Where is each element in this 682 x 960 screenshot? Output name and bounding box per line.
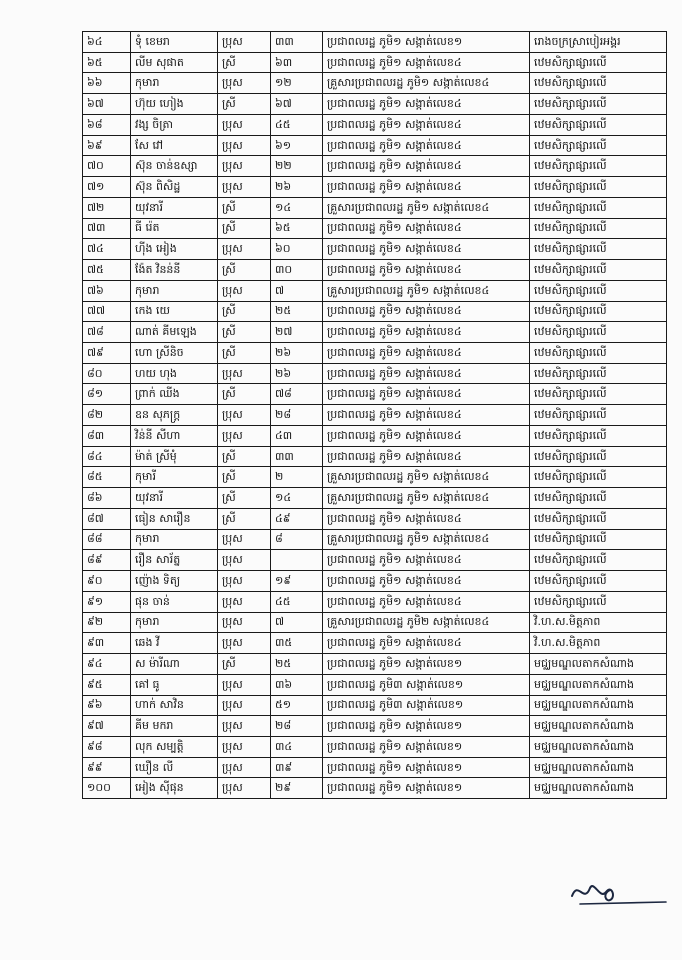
row-number: ៨៣ <box>83 425 131 446</box>
table-row <box>83 239 667 260</box>
row-number: ៩១ <box>83 591 131 612</box>
row-number: ៧៣ <box>83 218 131 239</box>
row-place: ឋេមសិក្សាផ្សារលើ <box>530 508 667 529</box>
row-sex: ប្រុស <box>218 550 271 571</box>
row-sex: ស្រី <box>218 343 271 364</box>
row-number: ៨៧ <box>83 508 131 529</box>
row-name: ឆេង វី <box>131 633 218 654</box>
table-row <box>83 654 667 675</box>
row-place: មជ្ឈមណ្ឌលតាកសំណាង <box>530 654 667 675</box>
row-age: ៨ <box>271 529 323 550</box>
row-place: ឋេមសិក្សាផ្សារលើ <box>530 550 667 571</box>
row-address: ប្រជាពលរដ្ឋ ភូមិ១ សង្កាត់លេខ៤ <box>323 343 530 364</box>
row-number: ៨៦ <box>83 488 131 509</box>
row-number: ៦៨ <box>83 114 131 135</box>
row-name: ស ម៉ារីណា <box>131 654 218 675</box>
row-name: ស៊ុន ចាន់ឧស្សា <box>131 156 218 177</box>
row-name: ម៉ាត់ ស្រីមុំ <box>131 446 218 467</box>
row-number: ៧៦ <box>83 280 131 301</box>
row-sex: ប្រុស <box>218 425 271 446</box>
row-address: ប្រជាពលរដ្ឋ ភូមិ៣ សង្កាត់លេខ១ <box>323 674 530 695</box>
row-age: ៦៣ <box>271 52 323 73</box>
table-row <box>83 114 667 135</box>
row-place: ឋេមសិក្សាផ្សារលើ <box>530 363 667 384</box>
row-age: ៣៥ <box>271 633 323 654</box>
table-row <box>83 280 667 301</box>
table-row <box>83 94 667 115</box>
row-name: ង៉ែត វិនន់នី <box>131 260 218 281</box>
row-place: ឋេមសិក្សាផ្សារលើ <box>530 114 667 135</box>
row-name: កុមារា <box>131 612 218 633</box>
row-name: ហ៊ីង អៀង <box>131 239 218 260</box>
row-sex: ប្រុស <box>218 239 271 260</box>
row-place: មជ្ឈមណ្ឌលតាកសំណាង <box>530 695 667 716</box>
row-age: ៦៧ <box>271 94 323 115</box>
row-name: គៅ ធូ <box>131 674 218 695</box>
row-address: ប្រជាពលរដ្ឋ ភូមិ១ សង្កាត់លេខ៤ <box>323 384 530 405</box>
row-address: ប្រជាពលរដ្ឋ ភូមិ១ សង្កាត់លេខ៤ <box>323 239 530 260</box>
row-address: ប្រជាពលរដ្ឋ ភូមិ១ សង្កាត់លេខ៤ <box>323 218 530 239</box>
row-sex: ស្រី <box>218 197 271 218</box>
row-place: ឋេមសិក្សាផ្សារលើ <box>530 384 667 405</box>
row-number: ៦៥ <box>83 52 131 73</box>
row-address: ប្រជាពលរដ្ឋ ភូមិ១ សង្កាត់លេខ៤ <box>323 571 530 592</box>
row-sex: ប្រុស <box>218 529 271 550</box>
row-name: ណាត់ គីមឡេង <box>131 322 218 343</box>
row-number: ៩៥ <box>83 674 131 695</box>
row-age: ២៩ <box>271 778 323 799</box>
table-row <box>83 343 667 364</box>
row-name: វង្ស ចិត្រា <box>131 114 218 135</box>
row-place: ឋេមសិក្សាផ្សារលើ <box>530 280 667 301</box>
row-number: ៧៤ <box>83 239 131 260</box>
row-age: ៧ <box>271 280 323 301</box>
row-sex: ប្រុស <box>218 778 271 799</box>
table-row <box>83 529 667 550</box>
table-row <box>83 32 667 53</box>
row-number: ៩៤ <box>83 654 131 675</box>
row-name: កុមារី <box>131 467 218 488</box>
table-row <box>83 633 667 654</box>
row-address: ប្រជាពលរដ្ឋ ភូមិ១ សង្កាត់លេខ៤ <box>323 446 530 467</box>
row-age <box>271 550 323 571</box>
row-number: ១០០ <box>83 778 131 799</box>
row-address: គ្រួសារប្រជាពលរដ្ឋ ភូមិ១ សង្កាត់លេខ៤ <box>323 280 530 301</box>
table-row <box>83 778 667 799</box>
row-name: លុក សម្បត្តិ <box>131 736 218 757</box>
row-address: ប្រជាពលរដ្ឋ ភូមិ១ សង្កាត់លេខ១ <box>323 778 530 799</box>
row-place: វិ.ហ.ស.មិត្តភាព <box>530 612 667 633</box>
row-sex: ប្រុស <box>218 280 271 301</box>
row-number: ៦៤ <box>83 32 131 53</box>
table-row <box>83 218 667 239</box>
row-name: ឧន សុភក្រ្ត <box>131 405 218 426</box>
row-name: សែ វៅ <box>131 135 218 156</box>
row-name: ទុំ ខេមរា <box>131 32 218 53</box>
row-age: ២៥ <box>271 654 323 675</box>
row-sex: ស្រី <box>218 488 271 509</box>
row-address: គ្រួសារប្រជាពលរដ្ឋ ភូមិ២ សង្កាត់លេខ៤ <box>323 612 530 633</box>
row-name: កុមារា <box>131 529 218 550</box>
row-place: ឋេមសិក្សាផ្សារលើ <box>530 425 667 446</box>
row-address: ប្រជាពលរដ្ឋ ភូមិ៣ សង្កាត់លេខ១ <box>323 695 530 716</box>
table-row <box>83 425 667 446</box>
row-age: ២៥ <box>271 301 323 322</box>
table-row <box>83 736 667 757</box>
row-number: ៨០ <box>83 363 131 384</box>
row-number: ៧៨ <box>83 322 131 343</box>
row-sex: ប្រុស <box>218 177 271 198</box>
row-age: ២៨ <box>271 716 323 737</box>
row-number: ៧២ <box>83 197 131 218</box>
row-place: ឋេមសិក្សាផ្សារលើ <box>530 260 667 281</box>
row-number: ៧៧ <box>83 301 131 322</box>
row-place: ឋេមសិក្សាផ្សារលើ <box>530 301 667 322</box>
row-age: ៦០ <box>271 239 323 260</box>
row-age: ៤៩ <box>271 508 323 529</box>
row-sex: ស្រី <box>218 384 271 405</box>
row-number: ៨២ <box>83 405 131 426</box>
row-age: ៣៣ <box>271 446 323 467</box>
table-row <box>83 156 667 177</box>
row-place: ឋេមសិក្សាផ្សារលើ <box>530 529 667 550</box>
roster-body <box>83 32 667 799</box>
row-number: ៧០ <box>83 156 131 177</box>
row-number: ៦៦ <box>83 73 131 94</box>
row-number: ៨៨ <box>83 529 131 550</box>
row-name: ផុន ចាន់ <box>131 591 218 612</box>
row-sex: ស្រី <box>218 654 271 675</box>
row-sex: ប្រុស <box>218 156 271 177</box>
row-number: ៩៣ <box>83 633 131 654</box>
row-number: ៧៩ <box>83 343 131 364</box>
row-sex: ប្រុស <box>218 73 271 94</box>
table-row <box>83 384 667 405</box>
row-name: រឿន សារ័ត្ន <box>131 550 218 571</box>
row-age: ៦១ <box>271 135 323 156</box>
table-row <box>83 591 667 612</box>
row-number: ៩៧ <box>83 716 131 737</box>
row-address: ប្រជាពលរដ្ឋ ភូមិ១ សង្កាត់លេខ១ <box>323 757 530 778</box>
row-address: ប្រជាពលរដ្ឋ ភូមិ១ សង្កាត់លេខ៤ <box>323 301 530 322</box>
table-row <box>83 301 667 322</box>
row-place: ឋេមសិក្សាផ្សារលើ <box>530 343 667 364</box>
row-address: ប្រជាពលរដ្ឋ ភូមិ១ សង្កាត់លេខ៤ <box>323 405 530 426</box>
table-row <box>83 446 667 467</box>
row-sex: ប្រុស <box>218 363 271 384</box>
row-name: លីម សុផាត <box>131 52 218 73</box>
row-address: គ្រួសារប្រជាពលរដ្ឋ ភូមិ១ សង្កាត់លេខ៤ <box>323 488 530 509</box>
table-row <box>83 695 667 716</box>
row-place: ឋេមសិក្សាផ្សារលើ <box>530 94 667 115</box>
row-age: ២៦ <box>271 343 323 364</box>
row-age: ២៦ <box>271 363 323 384</box>
row-sex: ប្រុស <box>218 591 271 612</box>
row-sex: ប្រុស <box>218 405 271 426</box>
table-row <box>83 322 667 343</box>
row-age: ៧ <box>271 612 323 633</box>
row-name: ហ៊ុយ ហៀង <box>131 94 218 115</box>
row-sex: ប្រុស <box>218 716 271 737</box>
row-place: ឋេមសិក្សាផ្សារលើ <box>530 405 667 426</box>
row-address: ប្រជាពលរដ្ឋ ភូមិ១ សង្កាត់លេខ១ <box>323 32 530 53</box>
row-age: ៤៥ <box>271 591 323 612</box>
row-number: ៩៨ <box>83 736 131 757</box>
row-sex: ប្រុស <box>218 695 271 716</box>
row-age: ២៦ <box>271 177 323 198</box>
row-place: ឋេមសិក្សាផ្សារលើ <box>530 156 667 177</box>
row-place: ឋេមសិក្សាផ្សារលើ <box>530 73 667 94</box>
table-row <box>83 716 667 737</box>
row-age: ៣៦ <box>271 674 323 695</box>
row-place: ឋេមសិក្សាផ្សារលើ <box>530 218 667 239</box>
row-age: ២២ <box>271 156 323 177</box>
table-row <box>83 674 667 695</box>
handwritten-signature <box>566 874 676 914</box>
row-place: មជ្ឈមណ្ឌលតាកសំណាង <box>530 716 667 737</box>
row-name: ឃឿន លី <box>131 757 218 778</box>
table-row <box>83 73 667 94</box>
row-name: យុវនារី <box>131 488 218 509</box>
table-row <box>83 612 667 633</box>
table-row <box>83 467 667 488</box>
row-address: ប្រជាពលរដ្ឋ ភូមិ១ សង្កាត់លេខ៤ <box>323 156 530 177</box>
row-sex: ស្រី <box>218 94 271 115</box>
row-sex: ប្រុស <box>218 571 271 592</box>
row-sex: ប្រុស <box>218 114 271 135</box>
row-sex: ស្រី <box>218 508 271 529</box>
row-sex: ប្រុស <box>218 757 271 778</box>
row-address: ប្រជាពលរដ្ឋ ភូមិ១ សង្កាត់លេខ៤ <box>323 633 530 654</box>
signature-stroke <box>566 874 676 914</box>
row-place: ឋេមសិក្សាផ្សារលើ <box>530 239 667 260</box>
row-number: ៦៩ <box>83 135 131 156</box>
row-age: ១២ <box>271 73 323 94</box>
table-row <box>83 571 667 592</box>
row-sex: ប្រុស <box>218 633 271 654</box>
table-row <box>83 508 667 529</box>
row-age: ២ <box>271 467 323 488</box>
table-row <box>83 488 667 509</box>
row-name: កុមារា <box>131 280 218 301</box>
row-place: ឋេមសិក្សាផ្សារលើ <box>530 52 667 73</box>
row-sex: ស្រី <box>218 52 271 73</box>
table-row <box>83 197 667 218</box>
row-age: ១៩ <box>271 571 323 592</box>
row-number: ៦៧ <box>83 94 131 115</box>
row-age: ៣០ <box>271 260 323 281</box>
row-place: ឋេមសិក្សាផ្សារលើ <box>530 197 667 218</box>
row-number: ៨៩ <box>83 550 131 571</box>
row-address: ប្រជាពលរដ្ឋ ភូមិ១ សង្កាត់លេខ១ <box>323 716 530 737</box>
table-row <box>83 405 667 426</box>
row-number: ៨៤ <box>83 446 131 467</box>
row-sex: ប្រុស <box>218 612 271 633</box>
row-address: ប្រជាពលរដ្ឋ ភូមិ១ សង្កាត់លេខ៤ <box>323 550 530 571</box>
row-place: វិ.ហ.ស.មិត្តភាព <box>530 633 667 654</box>
row-age: ១៤ <box>271 488 323 509</box>
row-sex: ប្រុស <box>218 674 271 695</box>
row-name: គីម មករា <box>131 716 218 737</box>
row-age: ៤៥ <box>271 114 323 135</box>
row-address: ប្រជាពលរដ្ឋ ភូមិ១ សង្កាត់លេខ១ <box>323 736 530 757</box>
table-row <box>83 52 667 73</box>
table-row <box>83 363 667 384</box>
row-sex: ស្រី <box>218 301 271 322</box>
row-age: ៧៨ <box>271 384 323 405</box>
row-number: ៨១ <box>83 384 131 405</box>
row-age: ៣៩ <box>271 757 323 778</box>
row-number: ៩២ <box>83 612 131 633</box>
row-place: ឋេមសិក្សាផ្សារលើ <box>530 488 667 509</box>
row-place: មជ្ឈមណ្ឌលតាកសំណាង <box>530 674 667 695</box>
row-place: រោងចក្រស្រាបៀរអង្គរ <box>530 32 667 53</box>
row-age: ៦៥ <box>271 218 323 239</box>
row-number: ៧៥ <box>83 260 131 281</box>
row-address: គ្រួសារប្រជាពលរដ្ឋ ភូមិ១ សង្កាត់លេខ៤ <box>323 529 530 550</box>
row-name: ហយ ហុង <box>131 363 218 384</box>
row-name: ញ៉ោង ទិត្យ <box>131 571 218 592</box>
row-age: ៥១ <box>271 695 323 716</box>
row-name: អៀង ស៊ីផុន <box>131 778 218 799</box>
row-address: ប្រជាពលរដ្ឋ ភូមិ១ សង្កាត់លេខ៤ <box>323 260 530 281</box>
row-number: ៩០ <box>83 571 131 592</box>
row-address: ប្រជាពលរដ្ឋ ភូមិ១ សង្កាត់លេខ៤ <box>323 94 530 115</box>
table-row <box>83 260 667 281</box>
row-number: ៨៥ <box>83 467 131 488</box>
row-address: ប្រជាពលរដ្ឋ ភូមិ១ សង្កាត់លេខ៤ <box>323 425 530 446</box>
row-place: ឋេមសិក្សាផ្សារលើ <box>530 322 667 343</box>
row-age: ២៧ <box>271 322 323 343</box>
row-number: ៩៦ <box>83 695 131 716</box>
row-sex: ស្រី <box>218 322 271 343</box>
row-sex: ស្រី <box>218 467 271 488</box>
row-sex: ស្រី <box>218 446 271 467</box>
row-address: គ្រួសារប្រជាពលរដ្ឋ ភូមិ១ សង្កាត់លេខ៤ <box>323 467 530 488</box>
row-place: ឋេមសិក្សាផ្សារលើ <box>530 571 667 592</box>
row-address: ប្រជាពលរដ្ឋ ភូមិ១ សង្កាត់លេខ១ <box>323 654 530 675</box>
table-row <box>83 550 667 571</box>
row-number: ៧១ <box>83 177 131 198</box>
row-address: ប្រជាពលរដ្ឋ ភូមិ១ សង្កាត់លេខ៤ <box>323 591 530 612</box>
row-address: ប្រជាពលរដ្ឋ ភូមិ១ សង្កាត់លេខ៤ <box>323 363 530 384</box>
row-address: ប្រជាពលរដ្ឋ ភូមិ១ សង្កាត់លេខ៤ <box>323 135 530 156</box>
row-number: ៩៩ <box>83 757 131 778</box>
row-place: ឋេមសិក្សាផ្សារលើ <box>530 135 667 156</box>
row-place: ឋេមសិក្សាផ្សារលើ <box>530 446 667 467</box>
table-row <box>83 757 667 778</box>
row-age: ៣៤ <box>271 736 323 757</box>
row-name: ធៀន សារឿន <box>131 508 218 529</box>
table-row <box>83 177 667 198</box>
row-age: ១៤ <box>271 197 323 218</box>
row-name: ហាក់ សាវិន <box>131 695 218 716</box>
row-sex: ស្រី <box>218 218 271 239</box>
roster-table <box>82 31 667 799</box>
row-sex: ប្រុស <box>218 135 271 156</box>
row-name: ព្រាក់ ឈីង <box>131 384 218 405</box>
row-place: ឋេមសិក្សាផ្សារលើ <box>530 177 667 198</box>
row-address: ប្រជាពលរដ្ឋ ភូមិ១ សង្កាត់លេខ៤ <box>323 177 530 198</box>
row-place: ឋេមសិក្សាផ្សារលើ <box>530 591 667 612</box>
row-place: ឋេមសិក្សាផ្សារលើ <box>530 467 667 488</box>
row-name: ហោ ស្រីនិច <box>131 343 218 364</box>
row-sex: ស្រី <box>218 260 271 281</box>
row-name: ធី រ៉េត <box>131 218 218 239</box>
row-address: ប្រជាពលរដ្ឋ ភូមិ១ សង្កាត់លេខ៤ <box>323 322 530 343</box>
row-place: មជ្ឈមណ្ឌលតាកសំណាង <box>530 778 667 799</box>
row-sex: ប្រុស <box>218 736 271 757</box>
row-age: ៤៣ <box>271 425 323 446</box>
row-name: យុវនារី <box>131 197 218 218</box>
row-name: កុមារា <box>131 73 218 94</box>
row-address: ប្រជាពលរដ្ឋ ភូមិ១ សង្កាត់លេខ៤ <box>323 508 530 529</box>
row-place: មជ្ឈមណ្ឌលតាកសំណាង <box>530 736 667 757</box>
row-place: មជ្ឈមណ្ឌលតាកសំណាង <box>530 757 667 778</box>
row-address: ប្រជាពលរដ្ឋ ភូមិ១ សង្កាត់លេខ៤ <box>323 52 530 73</box>
row-address: គ្រួសារប្រជាពលរដ្ឋ ភូមិ១ សង្កាត់លេខ៤ <box>323 73 530 94</box>
row-sex: ប្រុស <box>218 32 271 53</box>
row-address: គ្រួសារប្រជាពលរដ្ឋ ភូមិ១ សង្កាត់លេខ៤ <box>323 197 530 218</box>
row-name: កេង យេ <box>131 301 218 322</box>
row-age: ២៨ <box>271 405 323 426</box>
row-name: ស៊ុន ពិសិដ្ឋ <box>131 177 218 198</box>
row-address: ប្រជាពលរដ្ឋ ភូមិ១ សង្កាត់លេខ៤ <box>323 114 530 135</box>
row-name: វិន់នី សីហា <box>131 425 218 446</box>
row-age: ៣៣ <box>271 32 323 53</box>
table-row <box>83 135 667 156</box>
